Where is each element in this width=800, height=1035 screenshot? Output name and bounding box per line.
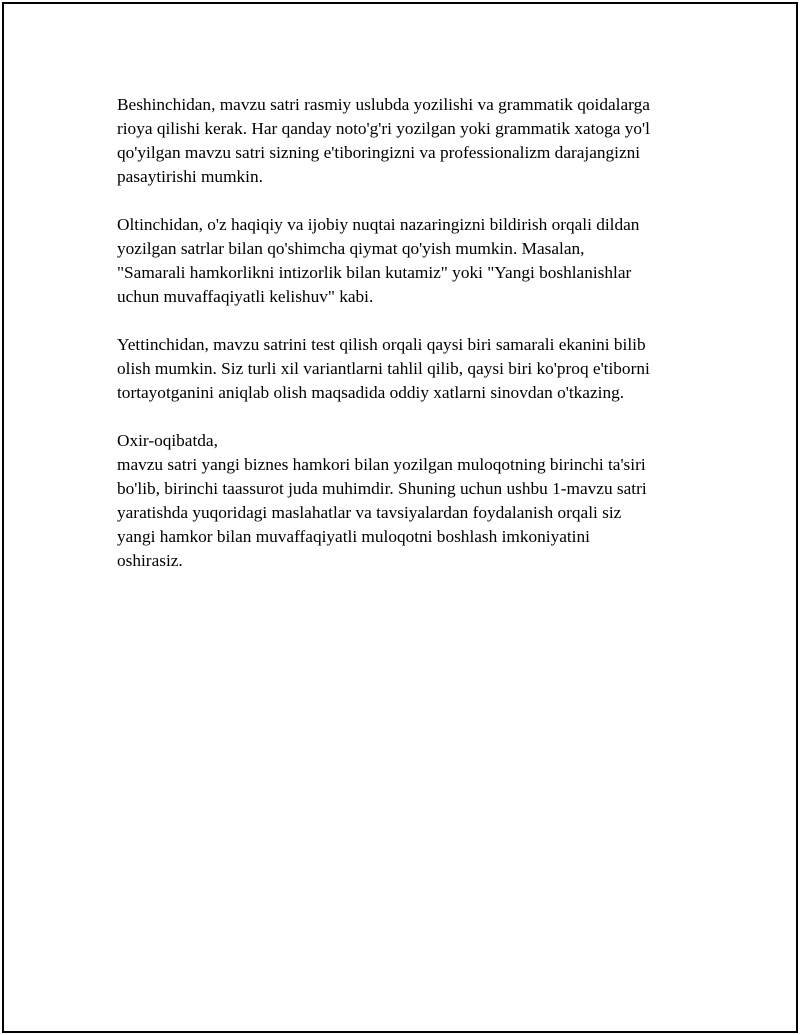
paragraph-oltinchidan: Oltinchidan, o'z haqiqiy va ijobiy nuqtai nazaringizni bildirish orqali dildan yozilgan satrlar bilan qo'shimcha qiymat qo'yish mumkin. Masalan, "Samarali hamkorlikni intizorlik bilan kutamiz" yoki "Yangi boshlanishlar uchun muvaffaqiyatli kelishuv" kabi. [117,215,640,306]
paragraph-yettinchidan: Yettinchidan, mavzu satrini test qilish orqali qaysi biri samarali ekanini bilib olish mumkin. Siz turli xil variantlarni tahlil qilib, qaysi biri ko'proq e'tiborni tortayotganini aniqlab olish maqsadida oddiy xatlarni sinovdan o'tkazing. [117,335,650,402]
paragraph-conclusion: Oxir-oqibatda, mavzu satri yangi biznes hamkori bilan yozilgan muloqotning birinchi ta'siri bo'lib, birinchi taassurot juda muhimdir. Shuning uchun ushbu 1-mavzu satri yaratishda yuqoridagi maslahatlar va tavsiyalardan foydalanish orqali siz yangi hamkor bilan muvaffaqiyatli muloqotni boshlash imkoniyatini oshirasiz. [117,431,647,570]
paragraph-beshinchidan: Beshinchidan, mavzu satri rasmiy uslubda yozilishi va grammatik qoidalarga rioya qilishi kerak. Har qanday noto'g'ri yozilgan yoki grammatik xatoga yo'l qo'yilgan mavzu satri sizning e'tiboringizni va professionalizm darajangizni pasaytirishi mumkin. [117,95,650,186]
document-body [117,93,717,573]
